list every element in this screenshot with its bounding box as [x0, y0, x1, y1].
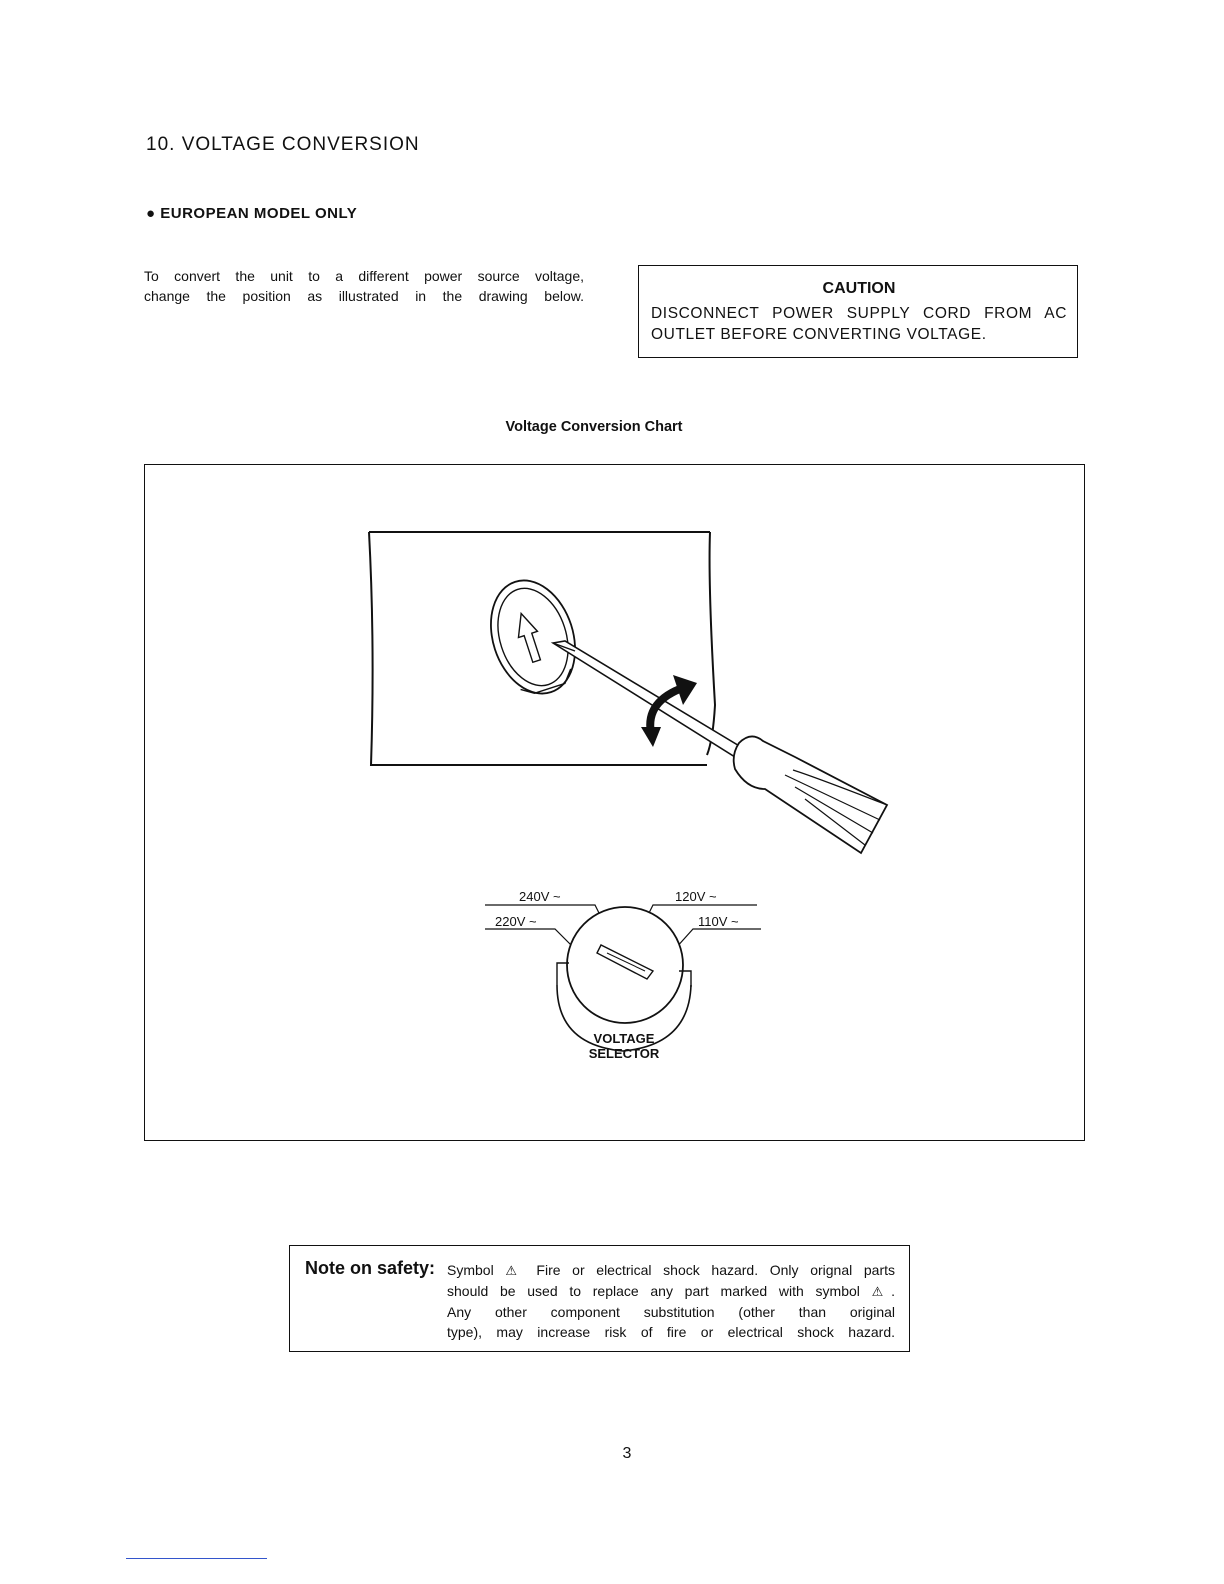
note-symbol-word: Symbol — [447, 1262, 494, 1278]
intro-line-1: To convert the unit to a different power source voltage, — [144, 268, 584, 284]
chart-title: Voltage Conversion Chart — [505, 419, 683, 435]
label-110v: 110V ~ — [698, 914, 739, 929]
label-120v: 120V ~ — [675, 889, 717, 904]
selector-label-line-2: SELECTOR — [588, 1046, 660, 1061]
section-title: 10. VOLTAGE CONVERSION — [146, 134, 420, 155]
note-line-2-text: should be used to replace any part marked with symbol — [447, 1283, 860, 1299]
selector-label-line-1: VOLTAGE — [593, 1031, 655, 1046]
warning-triangle-icon: ⚠ — [505, 1263, 525, 1278]
label-240v: 240V ~ — [519, 889, 561, 904]
model-scope-heading: ● EUROPEAN MODEL ONLY — [146, 205, 358, 222]
safety-note-label: Note on safety: — [305, 1258, 436, 1278]
footer-rule — [126, 1558, 267, 1559]
caution-box — [638, 265, 1078, 358]
caution-title: CAUTION — [822, 280, 896, 297]
safety-note-line-2 — [447, 1281, 895, 1302]
label-220v-leader — [485, 929, 575, 949]
label-110v-leader — [675, 929, 761, 949]
intro-paragraph — [144, 266, 584, 306]
panel-selector-icon — [477, 569, 589, 704]
safety-note-box — [289, 1245, 910, 1352]
caution-line-2: OUTLET BEFORE CONVERTING VOLTAGE. — [651, 326, 987, 343]
voltage-conversion-drawing — [145, 465, 1086, 1142]
intro-line-2: change the position as illustrated in the drawing below. — [144, 288, 584, 304]
note-line-1-text: Fire or electrical shock hazard. Only orignal parts — [536, 1262, 896, 1278]
safety-note-line-3: Any other component substitution (other than original — [447, 1304, 895, 1320]
safety-note-body — [447, 1260, 895, 1342]
safety-note-line-4: type), may increase risk of fire or electrical shock hazard. — [447, 1324, 895, 1340]
voltage-selector-dial — [557, 907, 691, 1051]
safety-note-line-1 — [447, 1260, 895, 1281]
screwdriver-icon — [553, 641, 887, 853]
label-220v: 220V ~ — [495, 914, 537, 929]
note-line-2-period: . — [891, 1283, 896, 1299]
page-number: 3 — [622, 1445, 632, 1462]
warning-triangle-icon: ⚠ — [871, 1284, 892, 1299]
caution-line-1: DISCONNECT POWER SUPPLY CORD FROM AC — [651, 305, 1067, 322]
voltage-conversion-figure — [144, 464, 1085, 1141]
